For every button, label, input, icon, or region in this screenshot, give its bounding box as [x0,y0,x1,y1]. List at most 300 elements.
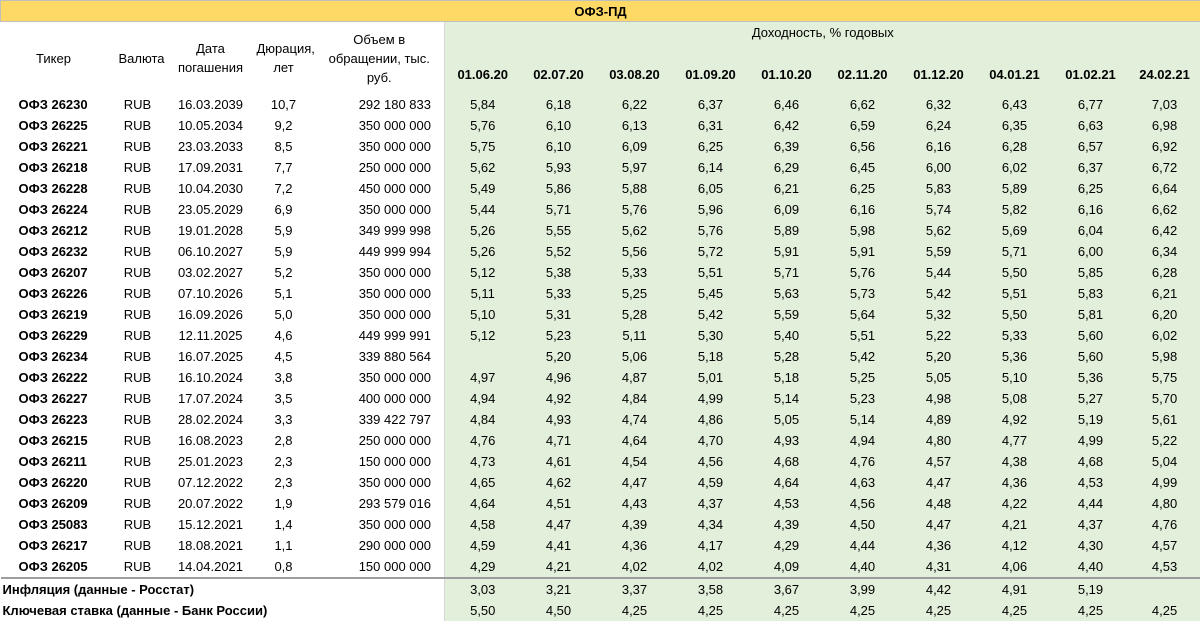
yield-cell: 5,14 [749,388,825,409]
yield-cell: 6,56 [825,136,901,157]
ticker-cell: ОФЗ 26232 [1,241,107,262]
yield-cell: 4,64 [597,430,673,451]
currency-cell: RUB [107,262,169,283]
duration-cell: 8,5 [253,136,315,157]
currency-cell: RUB [107,325,169,346]
volume-cell: 250 000 000 [315,430,445,451]
ticker-cell: ОФЗ 26228 [1,178,107,199]
duration-cell: 0,8 [253,556,315,578]
yield-cell: 6,10 [521,115,597,136]
yield-cell: 4,47 [597,472,673,493]
yield-cell: 4,41 [521,535,597,556]
footer-value: 3,37 [597,578,673,600]
duration-cell: 2,8 [253,430,315,451]
duration-cell: 2,3 [253,451,315,472]
yield-cell: 4,47 [521,514,597,535]
yield-cell: 4,37 [673,493,749,514]
yield-cell: 5,27 [1053,388,1129,409]
duration-cell: 3,3 [253,409,315,430]
ticker-cell: ОФЗ 26218 [1,157,107,178]
yield-cell: 4,38 [977,451,1053,472]
yield-cell: 4,96 [521,367,597,388]
volume-cell: 293 579 016 [315,493,445,514]
currency-cell: RUB [107,535,169,556]
yield-cell: 5,74 [901,199,977,220]
yield-cell: 4,73 [445,451,521,472]
yield-cell: 4,68 [749,451,825,472]
maturity-cell: 18.08.2021 [169,535,253,556]
yield-cell: 4,36 [597,535,673,556]
yield-cell: 4,80 [901,430,977,451]
yield-cell: 5,51 [673,262,749,283]
yield-cell: 5,20 [521,346,597,367]
volume-cell: 350 000 000 [315,304,445,325]
yield-cell: 5,98 [825,220,901,241]
yield-cell: 5,86 [521,178,597,199]
volume-cell: 400 000 000 [315,388,445,409]
ticker-cell: ОФЗ 26205 [1,556,107,578]
yield-cell: 5,40 [749,325,825,346]
maturity-cell: 17.07.2024 [169,388,253,409]
footer-value: 4,50 [521,600,597,621]
maturity-cell: 25.01.2023 [169,451,253,472]
duration-cell: 5,1 [253,283,315,304]
ticker-cell: ОФЗ 26215 [1,430,107,451]
yield-cell: 6,24 [901,115,977,136]
volume-cell: 339 880 564 [315,346,445,367]
yield-cell: 6,25 [825,178,901,199]
ticker-cell: ОФЗ 25083 [1,514,107,535]
yield-cell: 5,11 [597,325,673,346]
footer-value: 4,25 [901,600,977,621]
maturity-cell: 23.05.2029 [169,199,253,220]
yield-cell: 5,51 [977,283,1053,304]
yield-cell: 6,77 [1053,94,1129,115]
yield-cell: 6,10 [521,136,597,157]
currency-cell: RUB [107,178,169,199]
yield-cell: 5,33 [597,262,673,283]
yield-cell: 4,44 [1053,493,1129,514]
yield-cell: 6,42 [749,115,825,136]
yield-cell: 4,58 [445,514,521,535]
yield-cell: 4,36 [901,535,977,556]
date-header: 03.08.20 [597,42,673,94]
yield-cell: 6,34 [1129,241,1200,262]
date-header: 01.10.20 [749,42,825,94]
yield-cell: 4,02 [597,556,673,578]
volume-cell: 290 000 000 [315,535,445,556]
yield-cell: 5,22 [1129,430,1200,451]
currency-cell: RUB [107,493,169,514]
yield-cell: 5,36 [977,346,1053,367]
maturity-cell: 07.10.2026 [169,283,253,304]
yield-cell [445,346,521,367]
table-row [1,262,1200,283]
yield-cell: 6,62 [825,94,901,115]
yield-cell: 6,29 [749,157,825,178]
yield-cell: 4,12 [977,535,1053,556]
yield-cell: 6,04 [1053,220,1129,241]
yield-cell: 4,22 [977,493,1053,514]
yield-cell: 5,62 [901,220,977,241]
volume-cell: 350 000 000 [315,199,445,220]
header-yield: Доходность, % годовых [445,22,1200,43]
yield-cell: 5,28 [749,346,825,367]
maturity-cell: 10.04.2030 [169,178,253,199]
yield-cell: 5,59 [749,304,825,325]
volume-cell: 450 000 000 [315,178,445,199]
duration-cell: 1,9 [253,493,315,514]
yield-cell: 5,64 [825,304,901,325]
ticker-cell: ОФЗ 26227 [1,388,107,409]
yield-cell: 4,37 [1053,514,1129,535]
currency-cell: RUB [107,346,169,367]
yield-cell: 4,99 [1053,430,1129,451]
table-row [1,94,1200,115]
yield-cell: 4,21 [977,514,1053,535]
volume-cell: 350 000 000 [315,283,445,304]
yield-cell: 4,71 [521,430,597,451]
yield-cell: 5,33 [521,283,597,304]
yield-cell: 4,36 [977,472,1053,493]
yield-cell: 4,43 [597,493,673,514]
currency-cell: RUB [107,514,169,535]
maturity-cell: 17.09.2031 [169,157,253,178]
date-header: 02.07.20 [521,42,597,94]
footer-value: 4,42 [901,578,977,600]
currency-cell: RUB [107,115,169,136]
yield-cell: 6,28 [1129,262,1200,283]
currency-cell: RUB [107,136,169,157]
yield-cell: 4,89 [901,409,977,430]
duration-cell: 7,2 [253,178,315,199]
yield-cell: 5,05 [749,409,825,430]
yield-cell: 4,68 [1053,451,1129,472]
currency-cell: RUB [107,220,169,241]
yield-cell: 6,09 [597,136,673,157]
yield-cell: 4,48 [901,493,977,514]
maturity-cell: 06.10.2027 [169,241,253,262]
table-row [1,241,1200,262]
yield-cell: 6,16 [1053,199,1129,220]
yield-cell: 6,64 [1129,178,1200,199]
yield-cell: 4,62 [521,472,597,493]
yield-cell: 5,18 [749,367,825,388]
yield-cell: 4,06 [977,556,1053,578]
yield-cell: 4,29 [445,556,521,578]
maturity-cell: 16.08.2023 [169,430,253,451]
table-row [1,115,1200,136]
footer-row [1,600,1200,621]
yield-cell: 5,73 [825,283,901,304]
footer-label: Инфляция (данные - Росстат) [1,578,445,600]
yield-cell: 4,97 [445,367,521,388]
yield-cell: 4,59 [673,472,749,493]
yield-cell: 6,42 [1129,220,1200,241]
yield-cell: 4,70 [673,430,749,451]
header-duration: Дюрация, лет [253,22,315,95]
footer-value: 5,50 [445,600,521,621]
yield-cell: 4,30 [1053,535,1129,556]
yield-cell: 5,88 [597,178,673,199]
yield-cell: 6,59 [825,115,901,136]
yield-cell: 4,50 [825,514,901,535]
yield-cell: 4,47 [901,514,977,535]
yield-cell: 4,74 [597,409,673,430]
maturity-cell: 23.03.2033 [169,136,253,157]
table-row [1,325,1200,346]
ticker-cell: ОФЗ 26230 [1,94,107,115]
yield-cell: 4,34 [673,514,749,535]
ticker-cell: ОФЗ 26224 [1,199,107,220]
duration-cell: 3,5 [253,388,315,409]
header-volume: Объем в обращении, тыс. руб. [315,22,445,95]
yield-cell: 4,84 [445,409,521,430]
yield-cell: 5,50 [977,304,1053,325]
yield-cell: 4,84 [597,388,673,409]
yield-cell: 5,69 [977,220,1053,241]
yield-cell: 4,57 [901,451,977,472]
yield-cell: 5,89 [977,178,1053,199]
yield-cell: 6,46 [749,94,825,115]
currency-cell: RUB [107,283,169,304]
footer-label: Ключевая ставка (данные - Банк России) [1,600,445,621]
table-row [1,304,1200,325]
duration-cell: 3,8 [253,367,315,388]
yield-cell: 4,40 [825,556,901,578]
footer-value: 4,25 [749,600,825,621]
yield-cell: 5,51 [825,325,901,346]
yield-cell: 4,77 [977,430,1053,451]
yield-cell: 5,06 [597,346,673,367]
yield-cell: 4,21 [521,556,597,578]
footer-value: 3,99 [825,578,901,600]
yield-cell: 6,57 [1053,136,1129,157]
yield-cell: 5,44 [445,199,521,220]
yield-cell: 5,76 [445,115,521,136]
yield-cell: 6,32 [901,94,977,115]
yield-cell: 5,25 [825,367,901,388]
yield-cell: 4,92 [977,409,1053,430]
yield-cell: 6,16 [825,199,901,220]
yield-cell: 5,91 [825,241,901,262]
yield-cell: 4,63 [825,472,901,493]
yield-cell: 5,20 [901,346,977,367]
date-header: 01.02.21 [1053,42,1129,94]
ticker-cell: ОФЗ 26229 [1,325,107,346]
duration-cell: 9,2 [253,115,315,136]
yield-cell: 5,26 [445,220,521,241]
yield-cell: 5,93 [521,157,597,178]
yield-cell: 4,76 [1129,514,1200,535]
duration-cell: 2,3 [253,472,315,493]
yield-cell: 5,14 [825,409,901,430]
yield-cell: 6,37 [1053,157,1129,178]
footer-value: 4,25 [977,600,1053,621]
footer-row [1,578,1200,600]
volume-cell: 350 000 000 [315,367,445,388]
yield-cell: 6,98 [1129,115,1200,136]
volume-cell: 150 000 000 [315,556,445,578]
yield-cell: 5,30 [673,325,749,346]
yield-cell: 4,93 [521,409,597,430]
yield-cell: 4,94 [445,388,521,409]
yield-cell: 4,44 [825,535,901,556]
yield-cell: 6,13 [597,115,673,136]
footer-value: 4,25 [673,600,749,621]
yield-cell: 6,25 [1053,178,1129,199]
date-header: 04.01.21 [977,42,1053,94]
table-row [1,493,1200,514]
yield-cell: 4,31 [901,556,977,578]
yield-cell: 5,10 [445,304,521,325]
yield-cell: 6,09 [749,199,825,220]
yield-cell: 5,22 [901,325,977,346]
yield-cell: 5,72 [673,241,749,262]
yield-cell: 7,03 [1129,94,1200,115]
duration-cell: 5,0 [253,304,315,325]
volume-cell: 339 422 797 [315,409,445,430]
yield-cell: 5,33 [977,325,1053,346]
yield-cell: 4,53 [1053,472,1129,493]
maturity-cell: 28.02.2024 [169,409,253,430]
yield-cell: 5,63 [749,283,825,304]
yield-cell: 6,21 [749,178,825,199]
yield-cell: 5,45 [673,283,749,304]
maturity-cell: 16.03.2039 [169,94,253,115]
yield-cell: 4,64 [749,472,825,493]
table-row [1,451,1200,472]
yield-cell: 5,76 [673,220,749,241]
currency-cell: RUB [107,241,169,262]
yield-cell: 5,76 [825,262,901,283]
duration-cell: 1,1 [253,535,315,556]
maturity-cell: 10.05.2034 [169,115,253,136]
ticker-cell: ОФЗ 26221 [1,136,107,157]
yield-cell: 5,85 [1053,262,1129,283]
yield-cell: 5,10 [977,367,1053,388]
yield-cell: 5,19 [1053,409,1129,430]
yield-cell: 4,94 [825,430,901,451]
yield-cell: 5,59 [901,241,977,262]
yield-cell: 4,98 [901,388,977,409]
yield-cell: 5,49 [445,178,521,199]
yield-cell: 4,40 [1053,556,1129,578]
table-title: ОФЗ-ПД [1,1,1200,22]
currency-cell: RUB [107,430,169,451]
yield-cell: 6,43 [977,94,1053,115]
yield-cell: 4,87 [597,367,673,388]
yield-cell: 4,53 [749,493,825,514]
yield-cell: 5,36 [1053,367,1129,388]
yield-cell: 6,31 [673,115,749,136]
date-header: 01.12.20 [901,42,977,94]
currency-cell: RUB [107,304,169,325]
yield-cell: 5,42 [825,346,901,367]
yield-cell: 6,92 [1129,136,1200,157]
table-row [1,178,1200,199]
table-row [1,199,1200,220]
yield-cell: 4,53 [1129,556,1200,578]
volume-cell: 350 000 000 [315,115,445,136]
volume-cell: 350 000 000 [315,472,445,493]
yield-cell: 5,89 [749,220,825,241]
maturity-cell: 20.07.2022 [169,493,253,514]
yield-cell: 5,84 [445,94,521,115]
table-row [1,472,1200,493]
yield-cell: 6,62 [1129,199,1200,220]
yield-cell: 4,76 [445,430,521,451]
yield-cell: 5,97 [597,157,673,178]
yield-cell: 5,98 [1129,346,1200,367]
ticker-cell: ОФЗ 26207 [1,262,107,283]
footer-value: 5,19 [1053,578,1129,600]
maturity-cell: 16.09.2026 [169,304,253,325]
ticker-cell: ОФЗ 26219 [1,304,107,325]
footer-value: 4,25 [1129,600,1200,621]
currency-cell: RUB [107,451,169,472]
yield-cell: 4,99 [1129,472,1200,493]
yield-cell: 5,11 [445,283,521,304]
yield-cell: 6,05 [673,178,749,199]
yield-cell: 5,23 [521,325,597,346]
volume-cell: 292 180 833 [315,94,445,115]
header-maturity: Дата погашения [169,22,253,95]
yield-cell: 5,38 [521,262,597,283]
yield-cell: 5,82 [977,199,1053,220]
yield-cell: 5,91 [749,241,825,262]
date-header: 01.09.20 [673,42,749,94]
ticker-cell: ОФЗ 26223 [1,409,107,430]
yield-cell: 5,60 [1053,325,1129,346]
yield-cell: 5,70 [1129,388,1200,409]
yield-cell: 5,18 [673,346,749,367]
footer-value: 4,91 [977,578,1053,600]
volume-cell: 350 000 000 [315,514,445,535]
table-row [1,220,1200,241]
yield-cell: 6,02 [1129,325,1200,346]
yield-cell: 5,26 [445,241,521,262]
currency-cell: RUB [107,556,169,578]
yield-cell: 5,12 [445,325,521,346]
yield-cell: 5,31 [521,304,597,325]
yield-cell: 6,14 [673,157,749,178]
yield-cell: 4,39 [597,514,673,535]
yield-cell: 6,02 [977,157,1053,178]
yield-cell: 6,45 [825,157,901,178]
yield-cell: 4,86 [673,409,749,430]
yield-cell: 6,00 [1053,241,1129,262]
currency-cell: RUB [107,94,169,115]
table-row [1,283,1200,304]
yield-cell: 5,83 [1053,283,1129,304]
yield-cell: 6,35 [977,115,1053,136]
yield-cell: 6,22 [597,94,673,115]
yield-cell: 5,04 [1129,451,1200,472]
date-header: 02.11.20 [825,42,901,94]
yield-cell: 5,01 [673,367,749,388]
yield-cell: 4,59 [445,535,521,556]
duration-cell: 4,5 [253,346,315,367]
yield-cell: 5,96 [673,199,749,220]
yield-cell: 4,09 [749,556,825,578]
duration-cell: 10,7 [253,94,315,115]
yield-cell: 6,37 [673,94,749,115]
yield-cell: 5,83 [901,178,977,199]
duration-cell: 5,9 [253,220,315,241]
yield-cell: 4,02 [673,556,749,578]
table-row [1,157,1200,178]
